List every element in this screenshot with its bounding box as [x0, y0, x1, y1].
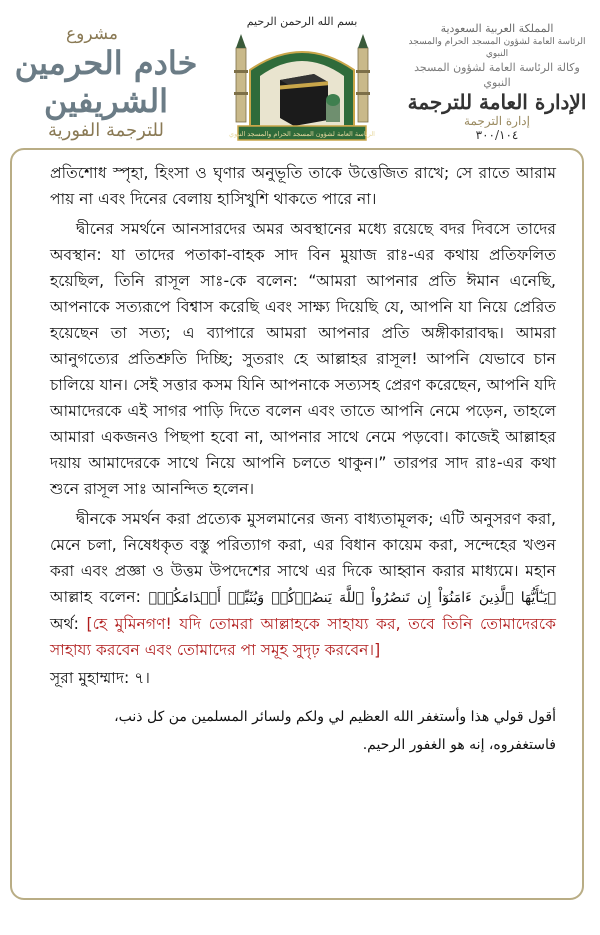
authority-line5: إدارة الترجمة	[464, 114, 530, 128]
authority-line4: الإدارة العامة للترجمة	[407, 90, 587, 114]
authority-line1: المملكة العربية السعودية	[440, 22, 554, 35]
authority-line3: وكالة الرئاسة العامة لشؤون المسجد النبوي	[414, 61, 580, 89]
authority-header	[402, 22, 592, 142]
project-logo-line2: خادم الحرمين الشريفين	[14, 44, 198, 120]
project-logo-line1: مشروع	[66, 24, 119, 44]
kaaba-emblem-icon	[228, 30, 376, 142]
document-number: ٣٠٠/١٠٤	[475, 128, 519, 142]
paragraph-3-lead: দ্বীনকে সমর্থন করা প্রত্যেক মুসলমানের জন্য বাধ্যতামূলক; এটি অনুসরণ করা, মেনে চলা, নিষেধকৃত বস্তু পরিত্যাগ করা, এর বিধান কায়েম করা, সন্দেহের খণ্ডন করা এবং প্রজ্ঞা ও উত্তম উপদেশের সাথে এর দিকে আহ্বান করার মাধ্যমে। মহান আল্লাহ বলেন:	[50, 510, 556, 606]
sermon-text	[50, 160, 556, 759]
authority-line2: الرئاسة العامة لشؤون المسجد الحرام والمسجد النبوي	[408, 37, 586, 59]
project-logo	[6, 24, 206, 141]
paragraph-2: দ্বীনের সমর্থনে আনসারদের অমর অবস্থানের মধ্যে রয়েছে বদর দিবসে তাদের অবস্থান: যা তাদের পতাকা-বাহক সাদ বিন মুয়াজ রাঃ-এর কথায় প্রতিফলিত হয়েছিল, তিনি রাসূল সাঃ-কে বলেন: “আমরা আপনার প্রতি ঈমান এনেছি, আপনাকে সত্যরূপে বিশ্বাস করেছি এবং সাক্ষ্য দিয়েছি যে, আপনি যা নিয়ে প্রেরিত হয়েছেন তা সত্য; এ ব্যাপারে আমরা আপনার প্রতি অঙ্গীকারাবদ্ধ। আমরা আনুগত্যের প্রতিশ্রুতি দিচ্ছি; সুতরাং হে আল্লাহর রাসূল! আপনি যেভাবে চান চালিয়ে যান। সেই সত্তার কসম যিনি আপনাকে সত্যসহ প্রেরণ করেছেন, আপনি যদি আমাদেরকে এই সাগর পাড়ি দিতে বলেন এবং তাতে আপনি নেমে পড়েন, তাহলে আমারা একজনও পিছপা হবো না, আপনার সাথে নেমে পড়বো। কাজেই আল্লাহর দয়ায় আমাদেরকে সাথে নিয়ে আপনি চলতে থাকুন।” তারপর সাদ রাঃ-এর কথা শুনে রাসূল সাঃ আনন্দিত হলেন।	[50, 220, 556, 498]
haramain-emblem	[228, 14, 376, 142]
verse-translation: [হে মুমিনগণ! যদি তোমরা আল্লাহকে সাহায্য কর, তবে তিনি তোমাদেরকে সাহায্য করবেন এবং তোমাদের পা সমূহ সুদৃঢ় করবেন।]	[50, 615, 556, 659]
quran-verse: ﴿يَـٰٓأَيُّهَا ٱلَّذِينَ ءَامَنُوٓاْ إِن تَنصُرُواْ ٱللَّهَ يَنصُرۡكُمۡ وَيُثَبِّتۡ أَقۡدَامَكُمۡ﴾	[148, 590, 556, 606]
project-logo-line3: للترجمة الفورية	[48, 120, 164, 141]
emblem-ribbon-text: الرئاسة العامة لشؤون المسجد الحرام والمسجد النبوي	[228, 130, 376, 138]
paragraph-1: প্রতিশোধ স্পৃহা, হিংসা ও ঘৃণার অনুভূতি তাকে উত্তেজিত রাখে; সে রাতে আরাম পায় না এবং দিনের বেলায় হাসিখুশি থাকতে পারে না।	[50, 164, 556, 208]
page-header	[0, 0, 600, 148]
closing-dua: أقول قولي هذا وأستغفر الله العظيم لي ولكم ولسائر المسلمين من كل ذنب، فاستغفروه، إنه هو الغفور الرحيم.	[114, 709, 556, 753]
meaning-label: অর্থ:	[50, 615, 79, 633]
verse-reference: সূরা মুহাম্মাদ: ৭।	[50, 669, 150, 687]
basmala: بسم الله الرحمن الرحيم	[246, 15, 358, 28]
paragraph-3	[50, 506, 556, 663]
